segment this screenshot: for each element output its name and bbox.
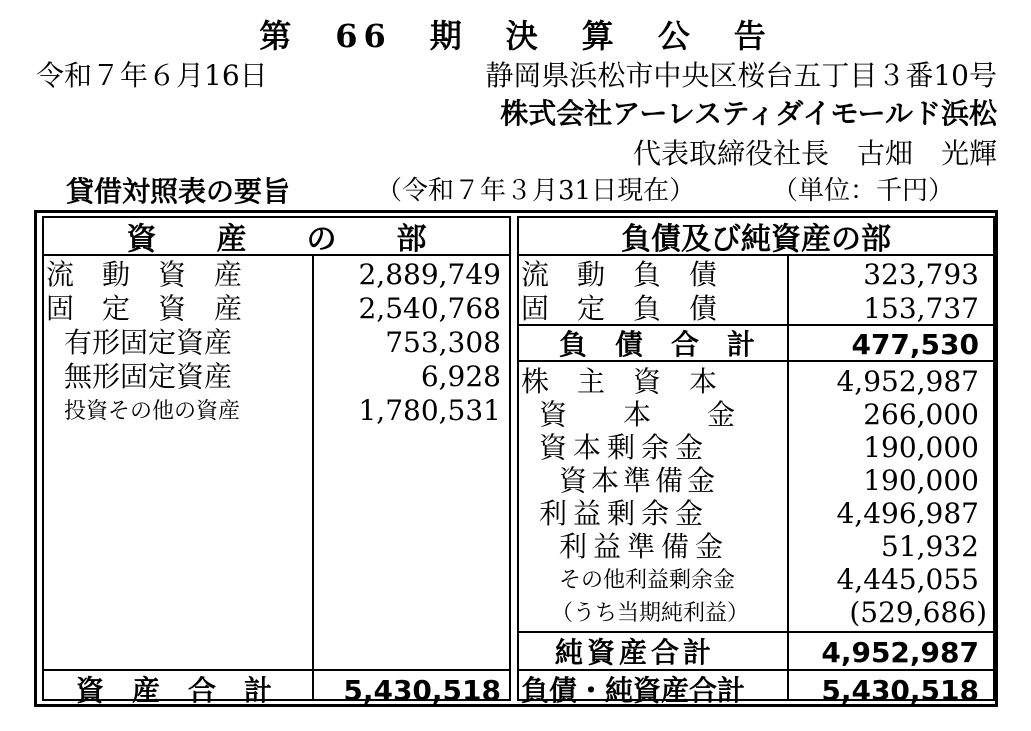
liabilities-equity-total-value: 5,430,518 (821, 674, 979, 707)
assets-total-value: 5,430,518 (343, 674, 501, 707)
balance-sheet-date: （令和７年３月31日現在） (376, 176, 696, 206)
asset-row-value: 2,889,749 (358, 258, 501, 291)
divider (519, 631, 993, 633)
asset-row-value: 753,308 (385, 326, 501, 359)
liability-row-value: 153,737 (863, 292, 979, 325)
divider (519, 669, 993, 671)
equity-row-value: 266,000 (863, 398, 979, 431)
net-assets-total-value: 4,952,987 (821, 636, 979, 669)
equity-row-label: その他利益剰余金 (559, 568, 736, 593)
equity-row-value: (529,686) (849, 596, 987, 629)
liabilities-equity-section (517, 216, 995, 707)
assets-heading: 資 産 の 部 (126, 222, 427, 257)
notice-date: 令和７年６月16日 (36, 59, 268, 92)
notice-title: 第 66 期 決 算 公 告 (259, 17, 772, 55)
equity-row-value: 4,952,987 (836, 365, 979, 398)
equity-row-label: 株 主 資 本 (521, 365, 718, 398)
liabilities-total-label: 負 債 合 計 (559, 328, 756, 361)
equity-row-label: 資 本 金 (539, 398, 736, 431)
representative: 代表取締役社長 古畑 光輝 (632, 137, 997, 170)
divider (44, 669, 509, 671)
asset-row-label: 投資その他の資産 (64, 399, 241, 424)
equity-row-label: 資本剰余金 (539, 431, 710, 464)
equity-row-value: 4,496,987 (836, 497, 979, 530)
asset-row-value: 2,540,768 (358, 292, 501, 325)
assets-total-label: 資 産 合 計 (76, 674, 273, 707)
equity-row-value: 190,000 (863, 464, 979, 497)
liabilities-equity-heading: 負債及び純資産の部 (621, 222, 891, 257)
liability-row-label: 固 定 負 債 (521, 292, 718, 325)
equity-row-label: 資本準備金 (559, 464, 720, 497)
asset-row-value: 6,928 (420, 360, 501, 393)
equity-row-label: （うち当期純利益） (551, 601, 750, 626)
company-address: 静岡県浜松市中央区桜台五丁目３番10号 (485, 59, 997, 92)
divider (312, 254, 314, 699)
divider (44, 254, 509, 256)
liability-row-label: 流 動 負 債 (521, 258, 718, 291)
equity-row-label: 利益準備金 (559, 530, 730, 563)
net-assets-total-label: 純資産合計 (555, 636, 716, 669)
equity-row-value: 4,445,055 (836, 563, 979, 596)
asset-row-label: 固 定 資 産 (46, 292, 243, 325)
assets-section (42, 216, 511, 707)
asset-row-label: 無形固定資産 (64, 360, 233, 393)
company-name: 株式会社アーレスティダイモールド浜松 (500, 97, 997, 130)
equity-row-value: 190,000 (863, 431, 979, 464)
asset-row-value: 1,780,531 (358, 394, 501, 427)
asset-row-label: 流 動 資 産 (46, 258, 243, 291)
liability-row-value: 323,793 (863, 258, 979, 291)
liabilities-total-value: 477,530 (851, 328, 979, 361)
liabilities-equity-total-label: 負債・純資産合計 (521, 674, 746, 707)
divider (519, 254, 993, 256)
balance-sheet-title: 貸借対照表の要旨 (66, 175, 291, 208)
balance-sheet-table (34, 210, 998, 707)
asset-row-label: 有形固定資産 (64, 326, 233, 359)
balance-sheet-unit: （単位：千円） (772, 176, 955, 206)
equity-row-value: 51,932 (881, 530, 979, 563)
equity-row-label: 利益剰余金 (539, 497, 710, 530)
